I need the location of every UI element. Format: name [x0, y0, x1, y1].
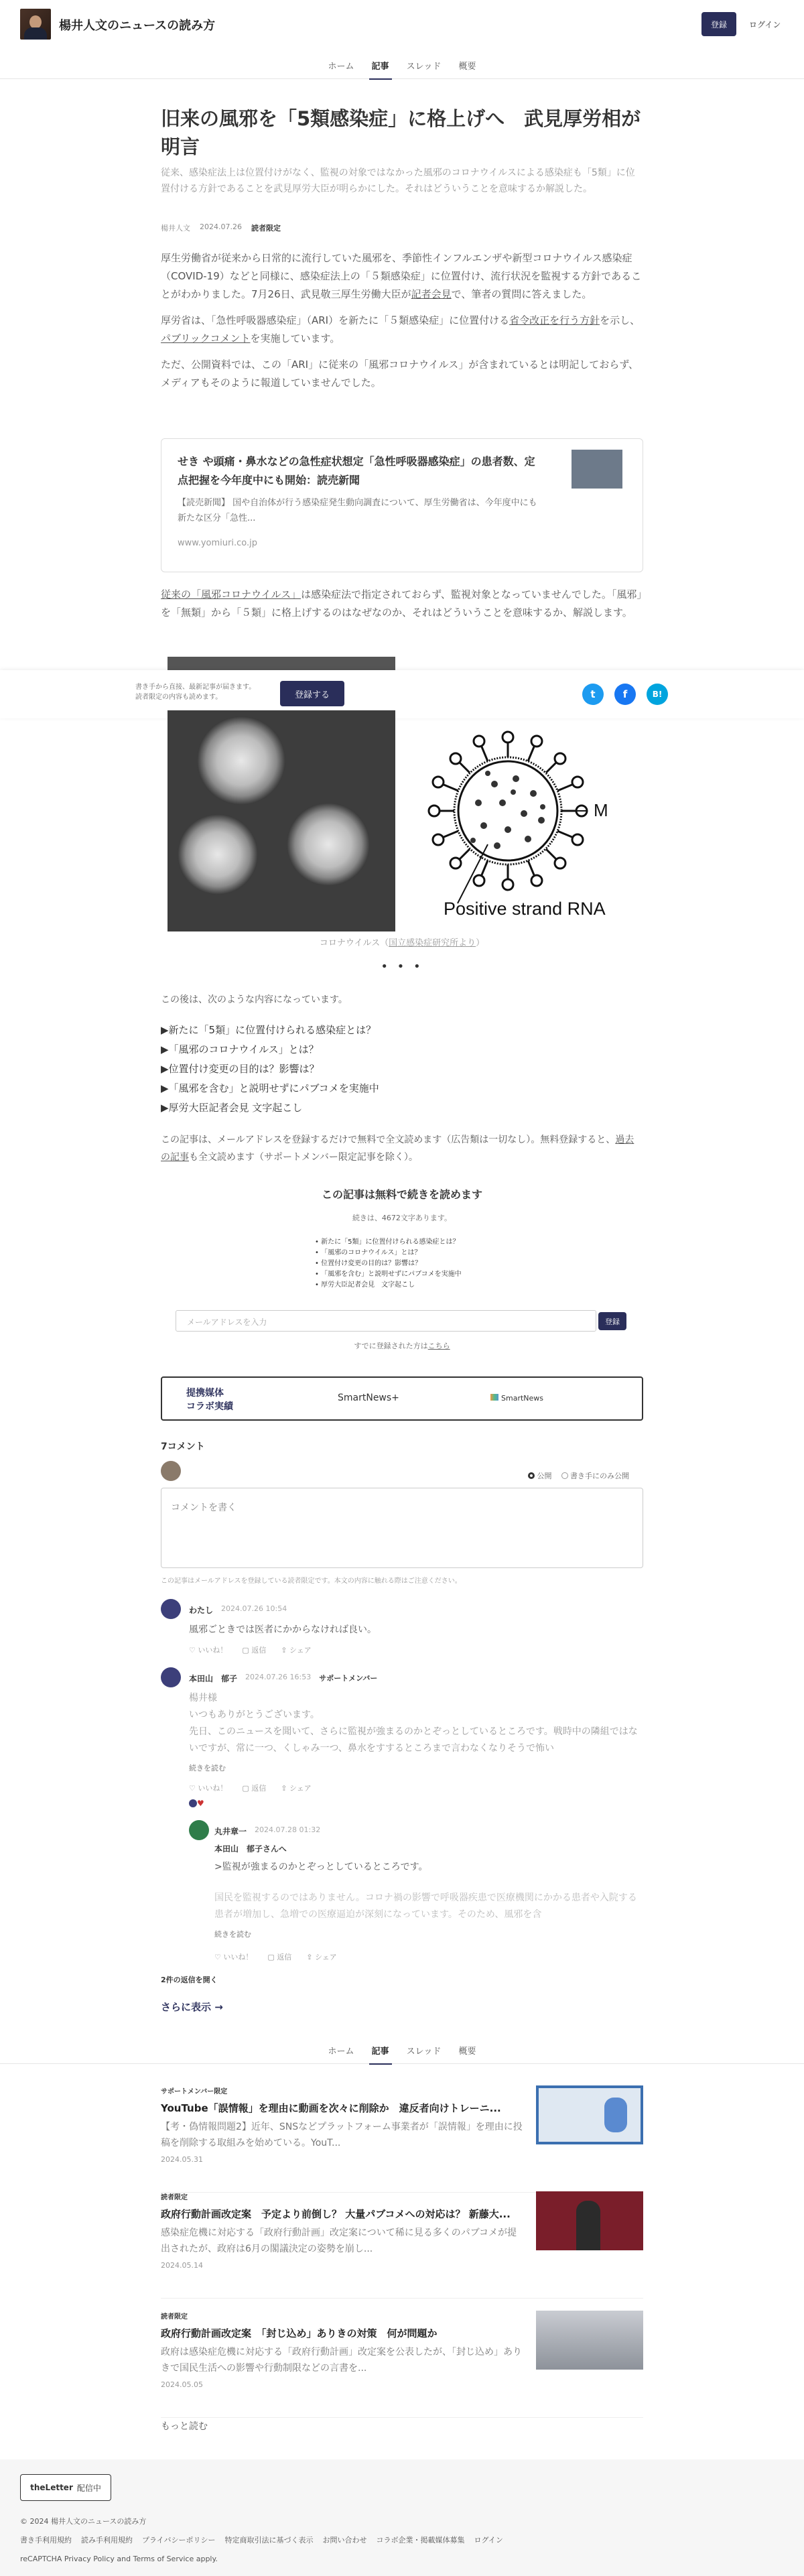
tab-articles[interactable]: 記事 [372, 50, 389, 79]
paragraph-3: ただ、公開資料では、この「ARI」に従来の「風邪コロナウイルス」が含まれているとは明記しておらず、メディアもそのように報道していませんでした。 [161, 359, 639, 389]
topic-item: ▶厚労大臣記者会見 文字起こし [161, 1102, 303, 1114]
remaining-topics [161, 990, 643, 1166]
related-tag: 読者限定 [161, 2194, 188, 2201]
bottom-tabs [0, 2035, 804, 2064]
already-registered: すでに登録された方はこちら [354, 1342, 450, 1350]
footer-link[interactable]: コラボ企業・掲載媒体募集 [376, 2536, 465, 2545]
hatena-bookmark-icon[interactable]: B! [647, 684, 668, 705]
supporter-badge: サポートメンバー [319, 1674, 378, 1683]
related-tag: 読者限定 [161, 2313, 188, 2321]
tab-articles[interactable]: 記事 [372, 2035, 389, 2064]
label-rna: Positive strand RNA [444, 899, 606, 919]
partner-box [161, 1376, 643, 1421]
share-button[interactable]: ⇪ シェア [281, 1784, 312, 1793]
reply-to: 本田山 郁子さんへ [214, 1844, 287, 1854]
facebook-share-icon[interactable]: f [614, 684, 636, 705]
subscribe-bar-button[interactable]: 登録する [280, 681, 344, 706]
article-title: 旧来の風邪を「5類感染症」に格上げへ 武見厚労相が明言 [161, 107, 641, 158]
recaptcha-notice: reCAPTCHA Privacy Policy and Terms of Service apply. [20, 2555, 218, 2563]
radio-public[interactable]: 公開 [528, 1470, 552, 1481]
subscribe-bar-text: 書き手から直接、最新記事が届きます。 読者限定の内容も読めます。 [135, 684, 256, 701]
topics-intro: この後は、次のような内容になっています。 [161, 994, 348, 1005]
related-article[interactable] [161, 2085, 643, 2193]
share-button[interactable]: ⇪ シェア [281, 1646, 312, 1655]
topic-item: ▶新たに「5類」に位置付けられる感染症とは？ [161, 1024, 377, 1036]
site-title[interactable]: 楊井人文のニュースの読み方 [59, 19, 216, 33]
comment-date: 2024.07.26 16:53 [245, 1673, 312, 1681]
link-embed-card[interactable] [161, 438, 643, 572]
comment-notice: この記事はメールアドレスを登録している読者限定です。本文の内容に触れる際はご注意ください。 [161, 1577, 462, 1585]
free-read-cta [161, 1186, 643, 1223]
reaction-heart-icon: ♥ [189, 1799, 204, 1808]
cta-count: 続きは、4672文字あります。 [352, 1214, 452, 1222]
free-read-note: この記事は、メールアドレスを登録するだけで無料で全文読めます（広告類は一切なし）。無料登録すると、過去の記事も全文読めます（サポートメンバー限定記事を除く）。 [161, 1135, 634, 1163]
site-logo-avatar[interactable] [20, 9, 51, 40]
embed-title: せき や頭痛・鼻水などの急性症状想定「急性呼吸器感染症」の患者数、定点把握を今年度中にも開始：読売新聞 [178, 455, 535, 487]
related-desc: 【考・偽情報問題2】近年、SNSなどプラットフォーム事業者が「誤情報」を理由に投稿を削除する取組みを始めている。YouT... [161, 2122, 523, 2148]
reply-actions [214, 1951, 337, 1962]
comment-text: 楊井様 いつもありがとうございます。 先日、このニュースを聞いて、さらに監視が強まるのかとぞっとしているところです。戦時中の隣組ではないですが、常に一つ、くしゃみ一つ、鼻水をすするところまで言わなくなりそうで怖い [189, 1693, 638, 1754]
article-lead: 従来、感染症法上は位置付けがなく、監視の対象ではなかった風邪のコロナウイルスによる感染症も「5類」に位置付ける方針であることを武見厚労大臣が明らかにした。それはどういうことを意味するか解説した。 [161, 168, 635, 194]
commenter-avatar[interactable] [161, 1599, 181, 1619]
footer-link[interactable]: お問い合わせ [322, 2536, 367, 2545]
related-date: 2024.05.05 [161, 2380, 203, 2389]
tab-threads[interactable]: スレッド [406, 62, 442, 72]
related-title[interactable]: YouTube「誤情報」を理由に動画を次々に削除か 違反者向けトレーニ... [161, 2102, 501, 2114]
signup-button[interactable]: 登録 [701, 12, 736, 36]
related-thumbnail [536, 2311, 643, 2370]
radio-private[interactable]: 書き手にのみ公開 [561, 1470, 630, 1481]
related-tag: サポートメンバー限定 [161, 2088, 228, 2096]
smartnews-plus-logo[interactable]: SmartNews+ [338, 1393, 399, 1403]
comment-date: 2024.07.26 10:54 [221, 1604, 287, 1613]
tab-home[interactable]: ホーム [328, 62, 354, 72]
cold-coronavirus-link[interactable]: 従来の「風邪コロナウイルス」 [161, 588, 302, 600]
read-more-link[interactable]: 続きを読む [214, 1930, 251, 1939]
publish-date: 2024.07.26 [200, 222, 242, 231]
related-date: 2024.05.14 [161, 2261, 203, 2270]
article-body-2 [161, 586, 643, 622]
article-meta [161, 222, 281, 233]
paragraph-2: 厚労省は、「急性呼吸器感染症」（ARI）を新たに「５類感染症」に位置付ける省令改正を行う方針を示し、パブリックコメントを実施しています。 [161, 314, 641, 344]
footer-link[interactable]: ログイン [474, 2536, 503, 2545]
replier-name[interactable]: 丸井章一 [214, 1827, 247, 1836]
comment-count: 7コメント [161, 1441, 205, 1452]
reply-button[interactable]: ▢ 返信 [267, 1953, 292, 1961]
virus-diagram [429, 732, 587, 903]
ordinance-link[interactable]: 省令改正を行う方針 [509, 314, 600, 326]
coronavirus-figure [168, 710, 636, 931]
comment-header [189, 1673, 377, 1684]
figure-top-peek [168, 657, 395, 670]
access-label: 読者限定 [251, 224, 281, 233]
reply-button[interactable]: ▢ 返信 [242, 1646, 267, 1655]
separator-dots: • • • [381, 960, 423, 974]
tab-threads[interactable]: スレッド [406, 2047, 442, 2057]
tab-about[interactable]: 概要 [458, 2047, 476, 2057]
comment-header [189, 1604, 287, 1616]
commenter-avatar[interactable] [161, 1667, 181, 1687]
cta-topic: • 位置付け変更の目的は？影響は？ [315, 1260, 422, 1267]
cta-topic: • 「風邪のコロナウイルス」とは？ [315, 1249, 421, 1257]
reply-text: 国民を監視するのではありません。コロナ禍の影響で呼吸器疾患で医療機関にかかる患者や入院する患者が増加し、急増での医療逼迫が深刻になっています。そのため、風邪を含 [214, 1892, 637, 1920]
site-footer [0, 2459, 804, 2576]
footer-link[interactable]: 特定商取引法に基づく表示 [224, 2536, 314, 2545]
topic-item: ▶「風邪を含む」と説明せずにパブコメを実施中 [161, 1082, 379, 1094]
related-desc: 感染症危機に対応する「政府行動計画」改定案について稀に見る多くのパブコメが提出されたが、政府は6月の閣議決定の姿勢を崩し... [161, 2228, 517, 2254]
topic-item: ▶位置付け変更の目的は？影響は？ [161, 1063, 320, 1075]
article-body [161, 249, 643, 392]
related-article[interactable] [161, 2311, 643, 2418]
footer-link[interactable]: 書き手利用規約 [20, 2536, 72, 2545]
email-input[interactable]: メールアドレスを入力 [176, 1310, 596, 1332]
login-link[interactable]: ログイン [749, 20, 781, 29]
figure-caption: コロナウイルス（国立感染症研究所より） [319, 938, 485, 948]
footer-links [20, 2534, 503, 2545]
reply-button[interactable]: ▢ 返信 [242, 1784, 267, 1793]
theletter-badge[interactable]: theLetter 配信中 [20, 2474, 111, 2501]
reply-header [214, 1825, 320, 1837]
cta-topic: • 「風邪を含む」と説明せずにパブコメを実施中 [315, 1271, 462, 1278]
label-m: M [594, 800, 608, 820]
copyright: © 2024 楊井人文のニュースの読み方 [20, 2517, 147, 2526]
smartnews-icon [490, 1394, 498, 1401]
read-more-articles-link[interactable]: もっと読む [161, 2421, 208, 2432]
like-button[interactable]: ♡ いいね！ [189, 1646, 228, 1655]
cta-topic: • 新たに「5類」に位置付けられる感染症とは？ [315, 1238, 460, 1246]
embed-description: 【読売新聞】 国や自治体が行う感染症発生動向調査について、厚生労働省は、今年度中にも新たな区分「急性... [178, 498, 537, 523]
visibility-radios [528, 1470, 629, 1481]
top-tabs [0, 50, 804, 79]
related-title[interactable]: 政府行動計画改定案 予定より前倒し？ 大量パブコメへの対応は？ 新藤大... [161, 2208, 511, 2220]
twitter-share-icon[interactable]: t [582, 684, 604, 705]
like-button[interactable]: ♡ いいね！ [189, 1784, 228, 1793]
cta-topic: • 厚労大臣記者会見 文字起こし [315, 1281, 415, 1289]
paragraph-4: 従来の「風邪コロナウイルス」は感染症法で指定されておらず、監視対象となっていませんでした。「風邪」を「無類」から「５類」に格上げするのはなぜなのか、それはどういうことを意味するか、解説します。 [161, 588, 642, 619]
related-desc: 政府は感染症危機に対応する「政府行動計画」改定案を公表したが、「封じ込め」ありきで国民生活への影響や行動制限などの言書を... [161, 2347, 522, 2374]
related-date: 2024.05.31 [161, 2155, 203, 2164]
related-thumbnail [536, 2085, 643, 2144]
current-user-avatar [161, 1461, 181, 1481]
press-conference-link[interactable]: 記者会見 [411, 288, 452, 300]
reply-quote: >監視が強まるのかとぞっとしているところです。 [214, 1862, 428, 1872]
comment-actions [189, 1783, 312, 1793]
share-button[interactable]: ⇪ シェア [306, 1953, 337, 1961]
embed-thumbnail [572, 450, 622, 489]
cta-topic-list [315, 1237, 529, 1291]
related-title[interactable]: 政府行動計画改定案 「封じ込め」ありきの対策 何が問題か [161, 2327, 438, 2339]
cta-title: この記事は無料で続きを読めます [321, 1188, 482, 1201]
niid-link[interactable]: 国立感染症研究所より [389, 938, 476, 948]
comment-actions [189, 1645, 312, 1655]
related-thumbnail [536, 2191, 643, 2250]
commenter-name[interactable]: 本田山 郁子 [189, 1674, 238, 1683]
tab-home[interactable]: ホーム [328, 2047, 354, 2057]
paragraph-1: 厚生労働省が従来から日常的に流行していた風邪を、季節性インフルエンザや新型コロナウイルス感染症（COVID-19）などと同様に、感染症法上の「５類感染症」に位置付け、流行状況を監視する方針であることがわかりました。7月26日、武見敬三厚生労働大臣が記者会見で、筆者の質問に答えました。 [161, 252, 642, 300]
commenter-name[interactable]: わたし [189, 1606, 214, 1615]
arrow-right-icon: → [214, 2001, 223, 2013]
comment-textarea[interactable]: コメントを書く [161, 1488, 643, 1568]
partner-label: 提携媒体 コラボ実績 [186, 1388, 233, 1412]
past-articles-link[interactable]: 過去の記事 [161, 1135, 634, 1163]
site-header [0, 0, 804, 48]
show-more-link[interactable]: さらに表示 → [161, 2001, 223, 2013]
replier-avatar[interactable] [189, 1820, 209, 1840]
related-article[interactable] [161, 2191, 643, 2299]
footer-link[interactable]: プライバシーポリシー [142, 2536, 216, 2545]
smartnews-logo[interactable]: SmartNews [490, 1394, 543, 1403]
embed-url: www.yomiuri.co.jp [178, 538, 257, 548]
public-comment-link[interactable]: パブリックコメント [161, 332, 251, 344]
footer-link[interactable]: 読み手利用規約 [81, 2536, 133, 2545]
author-name[interactable]: 楊井人文 [161, 224, 190, 233]
topic-item: ▶「風邪のコロナウイルス」とは？ [161, 1043, 319, 1055]
like-button[interactable]: ♡ いいね！ [214, 1953, 253, 1961]
read-more-link[interactable]: 続きを読む [189, 1764, 226, 1773]
comment-text: 風邪ごときでは医者にかからなければ良い。 [189, 1624, 377, 1635]
email-register-button[interactable]: 登録 [598, 1312, 626, 1330]
tab-about[interactable]: 概要 [458, 62, 476, 72]
open-replies-link[interactable]: 2件の返信を開く [161, 1976, 218, 1984]
reply-date: 2024.07.28 01:32 [255, 1825, 321, 1834]
already-registered-link[interactable]: こちら [427, 1342, 450, 1350]
